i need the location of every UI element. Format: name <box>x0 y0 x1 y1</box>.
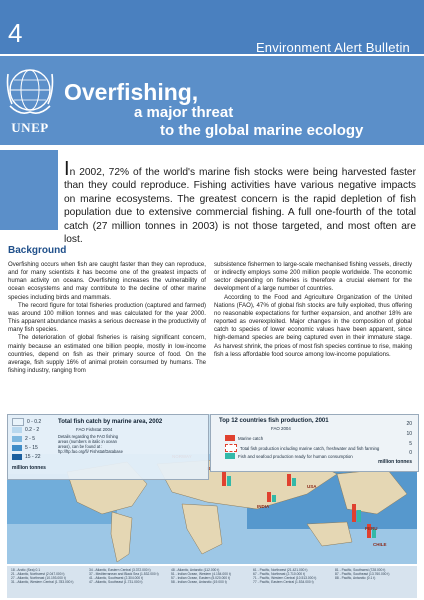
top12-title: Top 12 countries fish production, 2001 <box>219 418 329 424</box>
legend-range: 2 - 5 <box>12 436 35 442</box>
fishing-area-column: 61 - Pacific, Northwest (21.421.000 t) 67 - Pacific, Northeast (2.710.000 t) 71 - Pacific, Western Central (10.513.000 t) 77 - Pacific, Eastern Central (1.534.000 t) <box>253 568 317 585</box>
paragraph: According to the Food and Agriculture Organization of the United Nations (FAO), 47% of global fish stocks are fully exploited, thus offering no reasonable expectations for further expansion, and another 18% are reported as overexploited. Major changes in the composition of global catch to species of lower economic values have been apparent, since high-demand species are being captured even in their immature stage. As harvest shrink, the prices of most fish species continue to rise, making fish a less affordable food source among low-income populations. <box>214 293 412 358</box>
intro-text: n 2002, 72% of the world's marine fish stocks were being harvested faster than they could reproduce. Fishing activities have various negative impacts on marine ecosystems. The greatest concern is the rapid depletion of fish population due to extensive commercial fishing. A full one-fourth of the total catch (27 million tonnes in 2003) is not those targeted, and most often are lost. <box>64 167 416 246</box>
fishing-areas-list <box>7 566 417 598</box>
legend-swatch <box>12 436 22 442</box>
legend-unit: million tonnes <box>12 465 46 471</box>
legend-swatch <box>225 444 237 452</box>
legend-entry: Total fish production including marine catch, freshwater and fish farming <box>225 444 379 452</box>
page-title: Overfishing, <box>64 79 199 105</box>
fishing-area-column: 48 - Atlantic, Antarctic (112.000 t) 51 - Indian Ocean, Western (4.154.000 t) 57 - Indian Ocean, Eastern (5.020.000 t) 58 - Indian Ocean, Antarctic (19.000 t) <box>171 568 231 585</box>
axis-tick: 0 <box>409 450 412 456</box>
top12-source: FAO 2004 <box>271 426 291 431</box>
legend-entry: Marine catch <box>225 435 263 441</box>
axis-tick: 20 <box>406 421 412 427</box>
drop-cap: I <box>64 158 70 180</box>
country-label: INDIA <box>257 504 270 509</box>
map-legend <box>7 414 209 480</box>
fishing-area-column: 34 - Atlantic, Eastern Central (3.372.000 t) 37 - Mediterranean and Black Sea (1.532.000 t) 41 - Atlantic, Southwest (2.304.000 t) 47 - Atlantic, Southeast (1.731.000 t) <box>89 568 159 585</box>
issue-number: 4 <box>8 18 23 48</box>
legend-entry: Fish and seafood production ready for human consumption <box>225 453 353 459</box>
intro-paragraph <box>64 158 416 246</box>
axis-tick: 10 <box>406 431 412 437</box>
legend-swatch <box>12 418 24 426</box>
top12-unit: million tonnes <box>378 459 412 465</box>
header-banner <box>0 0 424 145</box>
legend-swatch <box>12 445 22 451</box>
map-title: Total fish catch by marine area, 2002 <box>58 419 163 425</box>
legend-range: 0 - 0.2 <box>12 418 41 426</box>
legend-swatch <box>12 427 22 433</box>
intro-accent-bar <box>0 150 58 230</box>
bulletin-title: Environment Alert Bulletin <box>255 40 410 55</box>
map-note: Details regarding the FAO fishing areas (numbers in italic in ocean areas), can be found at : ftp://ftp.fao.org/fi/ Fishstat/Database <box>58 434 123 454</box>
paragraph: subsistence fishermen to large-scale mechanised fishing vessels, directly or indirectly employs some 200 million people worldwide. The economic sector depending on fisheries is therefore a crucial element for the development of a large number of countries. <box>214 261 412 293</box>
paragraph: The record figure for total fisheries production (captured and farmed) was around 100 million tonnes and was calculated for the year 2000. This apparent abundance masks a serious decrease in the productivity of many fish species. <box>8 301 206 334</box>
axis-tick: 5 <box>409 441 412 447</box>
legend-swatch <box>225 435 235 441</box>
text-column-right <box>214 261 412 359</box>
fishing-area-column: 18 - Arctic (Sea) 0.1 21 - Atlantic, Northwest (2.047.000 t) 27 - Atlantic, Northeast (10.193.000 t) 31 - Atlantic, Western Central (1.783.000 t) <box>11 568 74 585</box>
legend-range: 5 - 15 <box>12 445 38 451</box>
legend-range: 15 - 22 <box>12 454 41 460</box>
legend-swatch <box>225 453 235 459</box>
paragraph: Overfishing occurs when fish are caught faster than they can reproduce, and for many scientists it has become one of the greatest impacts of human activity on oceans. Overfishing increases the vulnerability of ocean ecosystems and may contribute to the decline of other marine species including birds and mammals. <box>8 261 206 301</box>
country-label: PERU <box>365 526 378 531</box>
text-column-left <box>8 261 206 375</box>
map-source: FAO Fishstat 2004 <box>76 427 113 432</box>
legend-swatch <box>12 454 22 460</box>
background-heading: Background <box>8 245 67 256</box>
paragraph: The deterioration of global fisheries is raising significant concern, mainly because an estimated one billion people, mostly in low-income countries, depend on fish as their primary source of food. On the average, fish supply 16% of animal protein consumed by humans. The fishing industry, ranging from <box>8 334 206 375</box>
page-subtitle-line1: a major threat <box>134 104 234 121</box>
country-label: CHILE <box>373 542 387 547</box>
fishing-area-column: 81 - Pacific, Southwest (728.000 t) 87 - Pacific, Southeast (13.760.000 t) 88 - Pacific, Antarctic (0.1 t) <box>335 568 390 581</box>
logo-text: UNEP <box>11 120 49 135</box>
page-subtitle-line2: to the global marine ecology <box>160 122 364 139</box>
top12-legend <box>210 414 419 472</box>
country-label: USA <box>307 484 317 489</box>
legend-range: 0.2 - 2 <box>12 427 39 433</box>
